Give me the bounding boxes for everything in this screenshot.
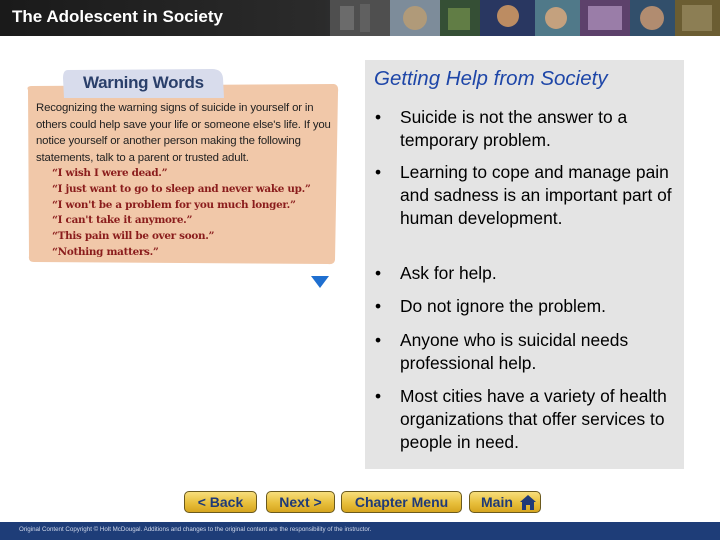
warning-words-card (22, 64, 340, 266)
warning-quote: “Nothing matters.” (52, 245, 159, 258)
getting-help-panel (365, 60, 684, 469)
bullet-text: Do not ignore the problem. (400, 296, 606, 316)
bullet-text: Ask for help. (400, 263, 497, 283)
header-bar (0, 0, 720, 36)
home-icon (519, 494, 537, 511)
bullet-text: Suicide is not the answer to a temporary problem. (400, 107, 628, 150)
warning-quote: “I can't take it anymore.” (52, 214, 193, 227)
bullet-dot: • (375, 330, 382, 350)
warning-quote: “I won't be a problem for you much longer.” (52, 198, 296, 211)
chapter-menu-button-label: Chapter Menu (354, 494, 449, 510)
main-button-label: Main (481, 494, 513, 510)
back-button[interactable] (184, 491, 257, 513)
bullet-dot: • (375, 263, 382, 283)
footer-bar (0, 522, 720, 540)
warning-card-title: Warning Words (83, 73, 204, 92)
back-button-label: < Back (197, 494, 244, 510)
bullet-text: Learning to cope and manage pain and sadness is an important part of human development. (400, 162, 672, 228)
down-triangle-icon[interactable] (311, 276, 329, 288)
warning-quote-list (52, 166, 311, 261)
warning-card-body: Recognizing the warning signs of suicide in yourself or in others could help save your life or someone else's life. If you notice yourself or another person making the following statements, talk to a parent or trusted adult. (36, 102, 331, 164)
next-button[interactable] (266, 491, 335, 513)
chapter-menu-button[interactable] (341, 491, 462, 513)
next-button-label: Next > (279, 494, 322, 510)
warning-quote: “This pain will be over soon.” (52, 230, 215, 243)
warning-quote: “I just want to go to sleep and never wake up.” (52, 182, 311, 195)
bullet-dot: • (375, 107, 382, 127)
bullet-text: Anyone who is suicidal needs professional help. (400, 330, 629, 373)
copyright-text: Original Content Copyright © Holt McDougal. Additions and changes to the original content are the responsibility of the instructor. (19, 526, 372, 533)
header-collage-image (330, 0, 720, 36)
bullet-dot: • (375, 386, 382, 406)
warning-quote: “I wish I were dead.” (52, 167, 168, 179)
bullet-text: Most cities have a variety of health organizations that offer services to people in need. (400, 386, 667, 452)
bullet-dot: • (375, 162, 382, 182)
bullet-dot: • (375, 296, 382, 316)
slide-header-title: The Adolescent in Society (12, 7, 223, 26)
main-button[interactable] (469, 491, 541, 513)
panel-title: Getting Help from Society (374, 67, 608, 90)
